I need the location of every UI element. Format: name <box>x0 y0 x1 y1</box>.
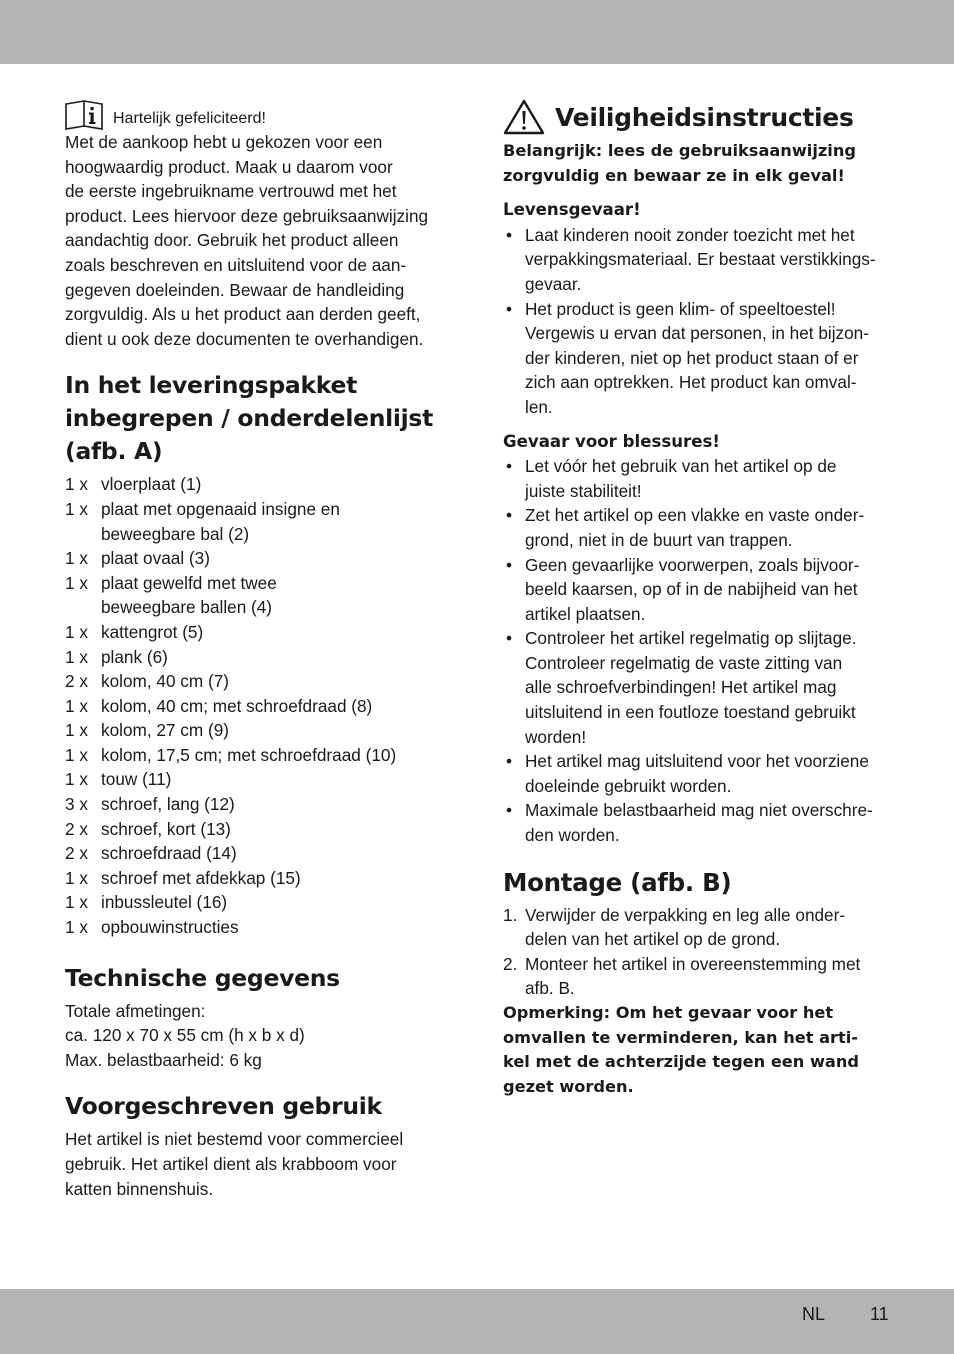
item-text: kolom, 17,5 cm; met schroefdraad (10) <box>101 744 397 765</box>
list-item <box>65 546 450 571</box>
left-column <box>65 97 450 1201</box>
item-text: den worden. <box>525 825 620 846</box>
intended-use-heading: Voorgeschreven gebruik <box>65 1092 382 1121</box>
list-item <box>503 903 895 952</box>
heading-line: (afb. A) <box>65 437 163 466</box>
item-text: zich aan optrekken. Het product kan omval- <box>525 372 857 393</box>
step-number: 2. <box>503 953 518 974</box>
list-item <box>65 767 450 792</box>
item-text: plaat gewelfd met twee <box>101 572 277 593</box>
item-text: kolom, 40 cm (7) <box>101 671 229 692</box>
danger-list <box>503 223 895 420</box>
item-text: artikel plaatsen. <box>525 603 646 624</box>
item-qty: 1 x <box>65 572 88 593</box>
list-item <box>503 454 895 503</box>
text-line: gebruik. Het artikel dient als krabboom voor <box>65 1154 397 1174</box>
item-text: schroef met afdekkap (15) <box>101 867 301 888</box>
list-item <box>503 749 895 798</box>
item-qty: 2 x <box>65 818 88 839</box>
list-item <box>503 626 895 749</box>
list-item <box>65 866 450 891</box>
list-item <box>65 669 450 694</box>
item-text: • Controleer het artikel regelmatig op slijtage. <box>525 628 857 649</box>
text-line: Met de aankoop hebt u gekozen voor een <box>65 132 383 152</box>
list-item <box>65 694 450 719</box>
item-text: beweegbare ballen (4) <box>101 597 273 618</box>
text-line: Totale afmetingen: <box>65 1000 206 1021</box>
item-qty: 1 x <box>65 720 88 741</box>
heading-line: inbegrepen / onderdelenlijst <box>65 404 434 433</box>
item-text: • Let vóór het gebruik van het artikel op de <box>525 456 837 477</box>
assembly-heading: Montage (afb. B) <box>503 867 732 897</box>
delivery-heading <box>65 369 450 468</box>
technical-heading: Technische gegevens <box>65 963 340 992</box>
item-text: worden! <box>525 726 587 747</box>
item-qty: 1 x <box>65 498 88 519</box>
footer-language: NL <box>802 1304 826 1324</box>
item-text: plaat met opgenaaid insigne en <box>101 498 340 519</box>
text-line: gegeven doeleinden. Bewaar de handleiding <box>65 279 405 300</box>
list-item <box>65 890 450 915</box>
list-item <box>503 553 895 627</box>
list-item <box>65 841 450 866</box>
item-text: doeleinde gebruikt worden. <box>525 775 732 796</box>
item-qty: 1 x <box>65 744 88 765</box>
header-band <box>0 0 954 64</box>
item-text: • Geen gevaarlijke voorwerpen, zoals bijvoor- <box>525 554 860 575</box>
bold-line: Belangrijk: lees de gebruiksaanwijzing <box>503 141 856 160</box>
item-text: Controleer regelmatig de vaste zitting van <box>525 652 843 673</box>
technical-text <box>65 999 450 1073</box>
safety-important <box>503 139 895 188</box>
list-item <box>65 792 450 817</box>
page-number: 11 <box>870 1304 889 1324</box>
list-item <box>65 817 450 842</box>
text-line: zoals beschreven en uitsluitend voor de aan- <box>65 254 407 275</box>
list-item <box>503 503 895 552</box>
item-text: juiste stabiliteit! <box>525 480 642 501</box>
list-item <box>65 472 450 497</box>
item-text: • Het artikel mag uitsluitend voor het voorziene <box>525 751 869 772</box>
list-item <box>503 297 895 420</box>
bold-line: kel met de achterzijde tegen een wand <box>503 1052 859 1072</box>
item-qty: 1 x <box>65 548 88 569</box>
item-text: Vergewis u ervan dat personen, in het bijzon- <box>525 323 869 344</box>
item-text: afb. B. <box>525 978 575 999</box>
assembly-steps <box>503 903 895 1001</box>
item-text: beeld kaarsen, op of in de nabijheid van het <box>525 579 858 600</box>
item-text: beweegbare bal (2) <box>101 523 250 544</box>
list-item <box>65 497 450 546</box>
list-item <box>503 223 895 297</box>
item-text: • Laat kinderen nooit zonder toezicht met het <box>525 224 855 245</box>
item-text: kolom, 40 cm; met schroefdraad (8) <box>101 695 373 716</box>
item-text: plank (6) <box>101 646 168 667</box>
item-text: Monteer het artikel in overeenstemming met <box>525 953 861 974</box>
intro-text <box>65 130 450 351</box>
injury-list <box>503 454 895 848</box>
text-line: Max. belastbaarheid: 6 kg <box>65 1049 262 1070</box>
text-line: ca. 120 x 70 x 55 cm (h x b x d) <box>65 1025 305 1046</box>
bold-line: zorgvuldig en bewaar ze in elk geval! <box>503 165 845 185</box>
intended-use-text <box>65 1127 450 1201</box>
item-text: opbouwinstructies <box>101 917 239 938</box>
bold-line: Opmerking: Om het gevaar voor het <box>503 1003 834 1022</box>
warning-triangle-icon <box>503 99 545 135</box>
item-text: inbussleutel (16) <box>101 892 228 913</box>
item-text: kolom, 27 cm (9) <box>101 720 229 741</box>
info-book-icon <box>65 100 103 130</box>
list-item <box>503 952 895 1001</box>
parts-list <box>65 472 450 939</box>
item-text: schroef, kort (13) <box>101 818 231 839</box>
safety-heading: Veiligheidsinstructies <box>555 102 854 132</box>
text-line: product. Lees hiervoor deze gebruiksaanwijzing <box>65 205 429 226</box>
safety-heading-row <box>503 97 895 137</box>
text-line: aandachtig door. Gebruik het product alleen <box>65 230 399 251</box>
list-item <box>65 915 450 940</box>
danger-subheading: Levensgevaar! <box>503 200 641 220</box>
item-qty: 1 x <box>65 769 88 790</box>
bold-line: gezet worden. <box>503 1076 634 1096</box>
right-column <box>503 97 895 1099</box>
assembly-note <box>503 1001 895 1099</box>
item-text: len. <box>525 396 553 417</box>
item-qty: 2 x <box>65 671 88 692</box>
injury-subheading: Gevaar voor blessures! <box>503 431 720 451</box>
text-line: de eerste ingebruikname vertrouwd met het <box>65 181 397 202</box>
text-line: hoogwaardig product. Maak u daarom voor <box>65 156 393 177</box>
list-item <box>65 645 450 670</box>
item-text: alle schroefverbindingen! Het artikel mag <box>525 677 837 698</box>
list-item <box>503 798 895 847</box>
list-item <box>65 743 450 768</box>
item-text: • Het product is geen klim- of speeltoestel! <box>525 298 836 319</box>
item-text: kattengrot (5) <box>101 621 204 642</box>
step-number: 1. <box>503 904 518 925</box>
item-text: touw (11) <box>101 769 172 790</box>
item-text: delen van het artikel op de grond. <box>525 929 781 950</box>
list-item <box>65 620 450 645</box>
item-text: gevaar. <box>525 273 582 294</box>
item-text: uitsluitend in een foutloze toestand gebruikt <box>525 702 856 723</box>
list-item <box>65 718 450 743</box>
item-text: • Maximale belastbaarheid mag niet overschre- <box>525 800 873 821</box>
item-qty: 1 x <box>65 646 88 667</box>
item-text: • Zet het artikel op een vlakke en vaste onder- <box>525 505 865 526</box>
text-line: zorgvuldig. Als u het product aan derden geeft, <box>65 304 421 325</box>
item-text: vloerplaat (1) <box>101 474 202 495</box>
list-item <box>65 571 450 620</box>
item-text: plaat ovaal (3) <box>101 548 210 569</box>
text-line: katten binnenshuis. <box>65 1178 214 1199</box>
item-qty: 1 x <box>65 621 88 642</box>
item-text: verpakkingsmateriaal. Er bestaat verstikkings- <box>525 249 876 270</box>
item-text: schroefdraad (14) <box>101 843 237 864</box>
item-qty: 1 x <box>65 917 88 938</box>
intro-heading-row <box>65 97 450 130</box>
text-line: dient u ook deze documenten te overhandigen. <box>65 328 424 349</box>
item-text: schroef, lang (12) <box>101 794 235 815</box>
item-qty: 2 x <box>65 843 88 864</box>
text-line: Het artikel is niet bestemd voor commercieel <box>65 1129 404 1150</box>
item-qty: 1 x <box>65 867 88 888</box>
item-text: Verwijder de verpakking en leg alle onder- <box>525 904 846 925</box>
item-qty: 1 x <box>65 695 88 716</box>
item-text: der kinderen, niet op het product staan of er <box>525 347 859 368</box>
heading-line: In het leveringspakket <box>65 371 358 400</box>
item-qty: 1 x <box>65 474 88 495</box>
intro-heading: Hartelijk gefeliciteerd! <box>113 110 266 127</box>
bold-line: omvallen te verminderen, kan het arti- <box>503 1027 858 1047</box>
item-qty: 3 x <box>65 794 88 815</box>
item-text: grond, niet in de buurt van trappen. <box>525 529 793 550</box>
item-qty: 1 x <box>65 892 88 913</box>
